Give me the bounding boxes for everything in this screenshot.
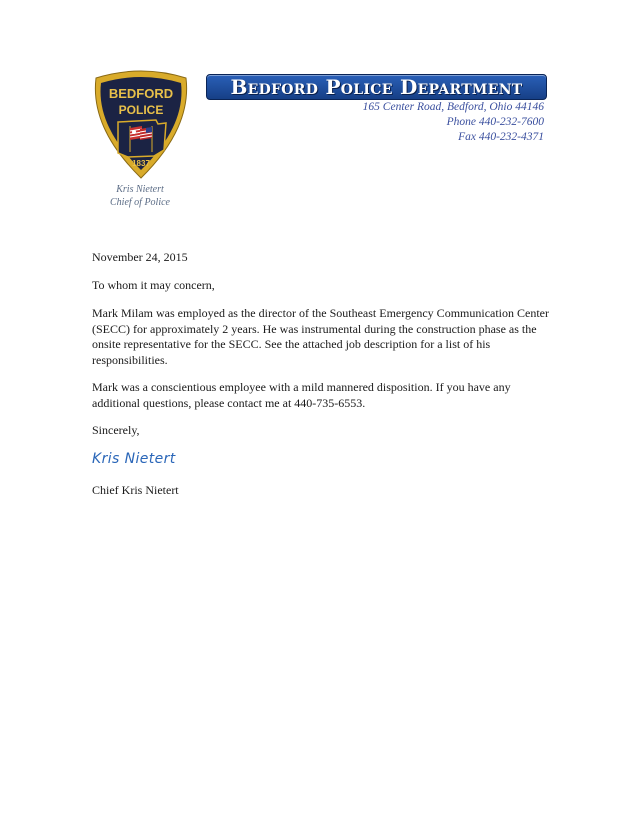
department-phone: Phone 440-232-7600	[446, 116, 544, 128]
letter-date: November 24, 2015	[92, 250, 188, 264]
svg-text:BEDFORD: BEDFORD	[108, 86, 174, 101]
department-fax: Fax 440-232-4371	[458, 131, 544, 143]
department-name-banner: Bedford Police Department	[206, 74, 547, 100]
signer-name: Chief Kris Nietert	[92, 483, 179, 497]
department-address: 165 Center Road, Bedford, Ohio 44146	[362, 101, 544, 113]
handwritten-signature: Kris Nietert	[92, 451, 176, 467]
chief-title: Chief of Police	[110, 197, 170, 208]
letter-paragraph: Mark was a conscientious employee with a mild mannered disposition. If you have any additional questions, please contact me at 440-735-6553.	[92, 380, 511, 410]
letter-paragraph: Mark Milam was employed as the director of the Southeast Emergency Communication Center (SECC) for approximately 2 years. He was instrumental during the construction phase as the onsite representative for the SECC. See the attached job description for a list of his responsibilities.	[92, 306, 549, 367]
letter-salutation: To whom it may concern,	[92, 278, 215, 292]
chief-name: Kris Nietert	[116, 184, 164, 195]
letter-closing: Sincerely,	[92, 423, 140, 437]
svg-text:POLICE: POLICE	[118, 103, 164, 117]
svg-text:1837: 1837	[132, 159, 150, 168]
police-badge-icon	[88, 68, 194, 180]
